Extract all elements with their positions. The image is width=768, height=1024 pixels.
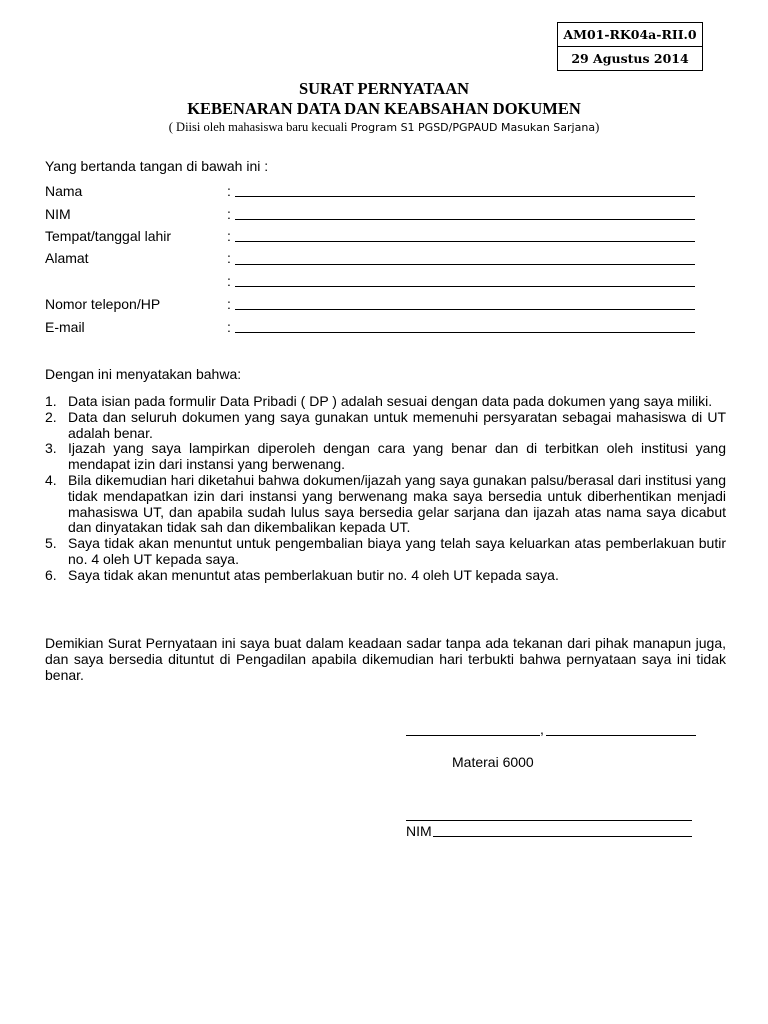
place-date-comma: , [540, 721, 544, 737]
item-text: Ijazah yang saya lampirkan diperoleh dengan cara yang benar dan di terbitkan oleh institusi yang mendapat izin dari instansi yang berwenang. [68, 440, 726, 473]
list-item [45, 568, 726, 584]
colon: : [227, 273, 231, 289]
item-number: 6. [45, 566, 57, 583]
list-item [45, 473, 726, 536]
date-line[interactable] [546, 735, 696, 736]
materai-label: Materai 6000 [452, 754, 534, 770]
list-item [45, 410, 726, 442]
item-text: Bila dikemudian hari diketahui bahwa dokumen/ijazah yang saya gunakan palsu/berasal dari institusi yang tidak mendapatkan izin dari instansi yang berwenang maka saya bersedia untuk diberhentikan menjadi mahasiswa UT, dan apabila sudah lulus saya bersedia gelar sarjana dan ijazah atas nama saya dicabut dan dinyatakan tidak sah dan dikembalikan kepada UT. [68, 471, 726, 536]
alamat-field-line-1[interactable] [235, 264, 695, 265]
intro-text: Yang bertanda tangan di bawah ini : [45, 158, 269, 174]
subtitle-open: ( Diisi oleh mahasiswa baru kecuali [168, 120, 351, 134]
subtitle-close: ) [595, 120, 600, 134]
telepon-field-line[interactable] [235, 309, 695, 310]
colon: : [227, 296, 231, 312]
document-code: AM01-RK04a-RII.0 [563, 27, 697, 42]
label-alamat: Alamat [45, 250, 89, 266]
colon: : [227, 183, 231, 199]
closing-paragraph: Demikian Surat Pernyataan ini saya buat dalam keadaan sadar tanpa ada tekanan dari pihak manapun juga, dan saya bersedia dituntut di Pengadilan apabila dikemudian hari terbukti bahwa pernyataan saya ini tidak benar. [45, 635, 726, 683]
subtitle [0, 120, 768, 135]
email-field-line[interactable] [235, 332, 695, 333]
label-nama: Nama [45, 183, 83, 199]
label-nomor-telepon: Nomor telepon/HP [45, 296, 161, 312]
title-line-2: KEBENARAN DATA DAN KEABSAHAN DOKUMEN [187, 99, 581, 118]
subtitle-program: Program S1 PGSD/PGPAUD Masukan Sarjana [350, 121, 596, 134]
statement-intro: Dengan ini menyatakan bahwa: [45, 366, 242, 382]
item-number: 1. [45, 393, 57, 409]
colon: : [227, 206, 231, 222]
list-item [45, 441, 726, 473]
item-number: 4. [45, 471, 57, 488]
colon: : [227, 228, 231, 244]
alamat-field-line-2[interactable] [235, 286, 695, 287]
item-text: Saya tidak akan menuntut atas pemberlakuan butir no. 4 oleh UT kepada saya. [68, 566, 559, 583]
list-item [45, 536, 726, 568]
document-code-box [557, 22, 703, 71]
nim-field-line[interactable] [235, 219, 695, 220]
label-nim: NIM [45, 206, 71, 222]
item-text: Data dan seluruh dokumen yang saya gunakan untuk memenuhi persyaratan sebagai mahasiswa di UT adalah benar. [68, 408, 726, 441]
colon: : [227, 319, 231, 335]
item-number: 3. [45, 440, 57, 457]
label-email: E-mail [45, 319, 85, 335]
item-text: Saya tidak akan menuntut untuk pengembalian biaya yang telah saya keluarkan atas pemberlakuan butir no. 4 oleh UT kepada saya. [68, 535, 726, 567]
title-line-1: SURAT PERNYATAAN [298, 79, 470, 98]
nama-field-line[interactable] [235, 196, 695, 197]
signature-nim-line[interactable] [433, 836, 692, 837]
item-text: Data isian pada formulir Data Pribadi ( DP ) adalah sesuai dengan data pada dokumen yang saya miliki. [68, 393, 713, 409]
ttl-field-line[interactable] [235, 241, 695, 242]
nim-label: NIM [406, 823, 432, 839]
item-number: 2. [45, 408, 57, 425]
document-date: 29 Agustus 2014 [558, 46, 702, 70]
label-tempat-tanggal-lahir: Tempat/tanggal lahir [45, 228, 172, 244]
place-line[interactable] [406, 735, 540, 736]
signature-name-line[interactable] [406, 820, 692, 821]
statement-list [45, 394, 726, 584]
colon: : [227, 250, 231, 266]
list-item [45, 394, 726, 410]
item-number: 5. [45, 535, 57, 552]
